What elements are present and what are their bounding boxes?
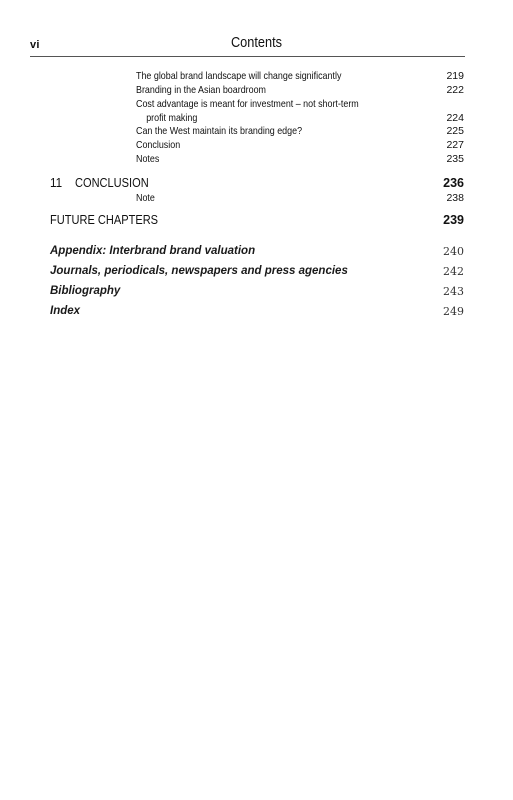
toc-subentry-title: Cost advantage is meant for investment – not short-term [136, 98, 359, 110]
toc-subentry-title: Branding in the Asian boardroom [136, 84, 266, 96]
toc-subentry-page: 222 [446, 84, 464, 96]
header-rule [30, 56, 465, 57]
toc-subentry[interactable] [136, 83, 464, 97]
toc-backmatter-item[interactable] [50, 264, 464, 279]
toc-backmatter-item[interactable] [50, 304, 464, 319]
running-head: Contents [230, 34, 283, 51]
page-folio: vi [30, 39, 40, 51]
toc-subentry[interactable] [136, 191, 464, 205]
toc-subentry[interactable] [136, 69, 464, 83]
page-header [0, 0, 513, 56]
chapter-title: FUTURE CHAPTERS [50, 212, 159, 227]
toc-subentry-page: 238 [446, 192, 464, 204]
toc-subentry[interactable] [136, 97, 464, 111]
toc-subentry-page: 225 [446, 125, 464, 137]
chapter-page: 236 [443, 176, 464, 190]
toc-subentry-title: Can the West maintain its branding edge? [136, 125, 303, 137]
toc-subentry-page: 235 [446, 153, 464, 165]
toc-backmatter-item[interactable] [50, 284, 464, 299]
backmatter-title: Appendix: Interbrand brand valuation [50, 245, 256, 257]
toc-subentry-page: 224 [446, 112, 464, 124]
toc-subentry-title: Conclusion [136, 139, 181, 151]
backmatter-page: 242 [443, 265, 464, 278]
toc-subentry[interactable] [136, 152, 464, 166]
chapter-title: CONCLUSION [75, 175, 149, 190]
backmatter-title: Index [50, 305, 81, 317]
toc-backmatter-item[interactable] [50, 244, 464, 259]
toc-subentry-title: The global brand landscape will change significantly [136, 70, 342, 82]
toc-subentry-title: profit making [146, 112, 198, 124]
backmatter-title: Journals, periodicals, newspapers and press agencies [50, 265, 348, 277]
chapter-number: 11 [50, 175, 63, 190]
toc-subentry[interactable] [136, 138, 464, 152]
chapter-page: 239 [443, 213, 464, 227]
toc-subentry-title: Note [136, 192, 155, 204]
toc-subentry[interactable] [136, 111, 464, 125]
toc-subentry[interactable] [136, 124, 464, 138]
backmatter-page: 240 [443, 245, 464, 258]
toc-subentry-page: 219 [446, 70, 464, 82]
backmatter-title: Bibliography [50, 285, 121, 297]
backmatter-page: 243 [443, 285, 464, 298]
toc-subentry-page: 227 [446, 139, 464, 151]
toc-subentry-title: Notes [136, 153, 160, 165]
backmatter-page: 249 [443, 305, 464, 318]
